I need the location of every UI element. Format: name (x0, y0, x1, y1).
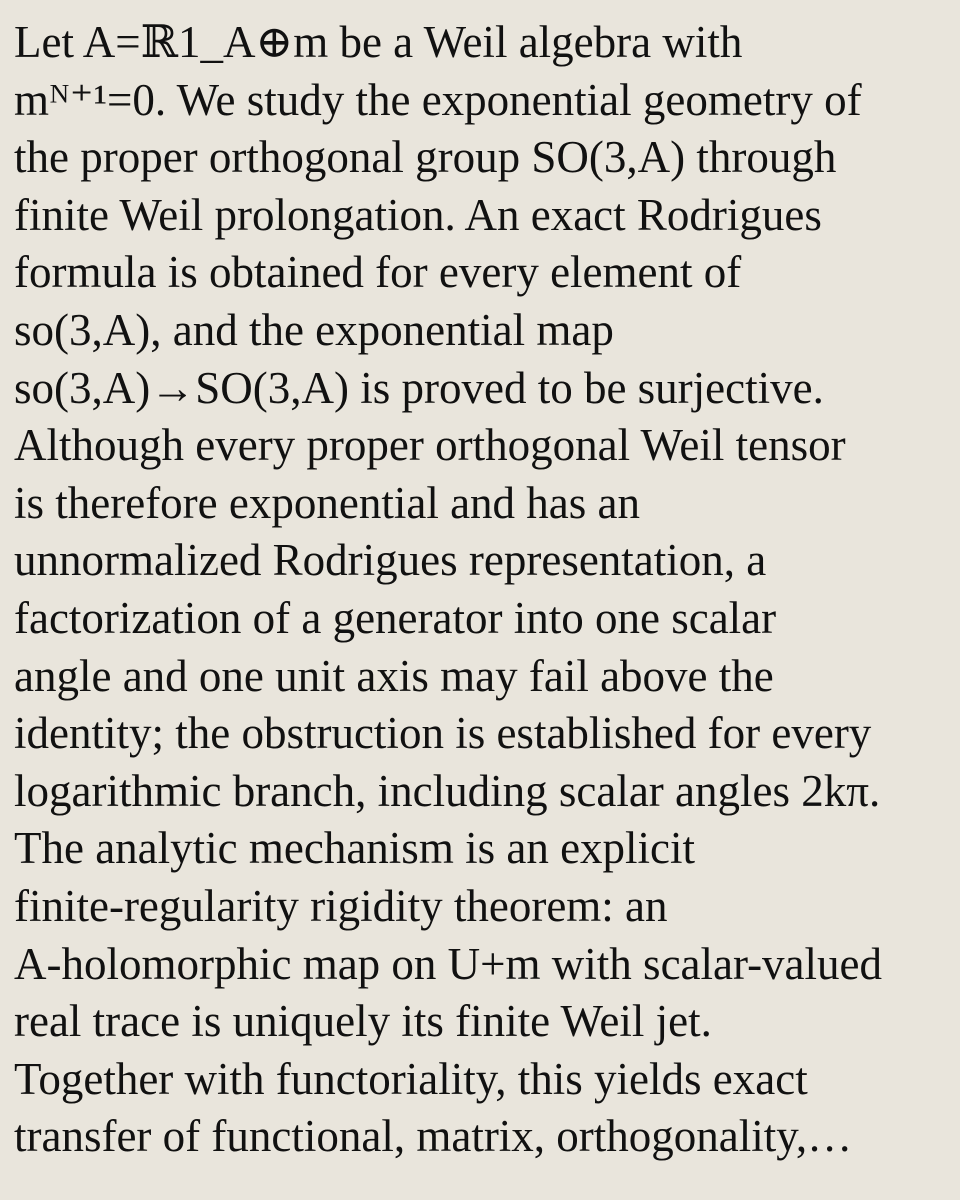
abstract-line: transfer of functional, matrix, orthogonality,… (14, 1111, 853, 1162)
abstract-text (14, 14, 954, 1166)
abstract-line: angle and one unit axis may fail above the (14, 650, 774, 701)
abstract-line: Let A=ℝ1_A⊕m be a Weil algebra with (14, 17, 743, 67)
abstract-line: is therefore exponential and has an (14, 477, 641, 528)
abstract-line: so(3,A)→SO(3,A) is proved to be surjective. (14, 362, 824, 413)
abstract-line: mᴺ⁺¹=0. We study the exponential geometry of (14, 74, 862, 125)
abstract-line: logarithmic branch, including scalar angles 2kπ. (14, 765, 881, 816)
abstract-line: The analytic mechanism is an explicit (14, 823, 696, 874)
abstract-line: the proper orthogonal group SO(3,A) through (14, 132, 837, 183)
abstract-line: formula is obtained for every element of (14, 247, 742, 298)
abstract-line: finite Weil prolongation. An exact Rodrigues (14, 189, 822, 240)
abstract-line: factorization of a generator into one scalar (14, 592, 777, 643)
abstract-line: Together with functoriality, this yields exact (14, 1053, 808, 1104)
abstract-line: so(3,A), and the exponential map (14, 304, 614, 355)
abstract-line: A-holomorphic map on U+m with scalar-valued (14, 938, 883, 989)
abstract-line: identity; the obstruction is established for every (14, 708, 872, 759)
abstract-line: Although every proper orthogonal Weil tensor (14, 420, 846, 471)
abstract-line: unnormalized Rodrigues representation, a (14, 535, 767, 586)
abstract-line: finite-regularity rigidity theorem: an (14, 880, 668, 931)
abstract-line: real trace is uniquely its finite Weil jet. (14, 996, 712, 1047)
